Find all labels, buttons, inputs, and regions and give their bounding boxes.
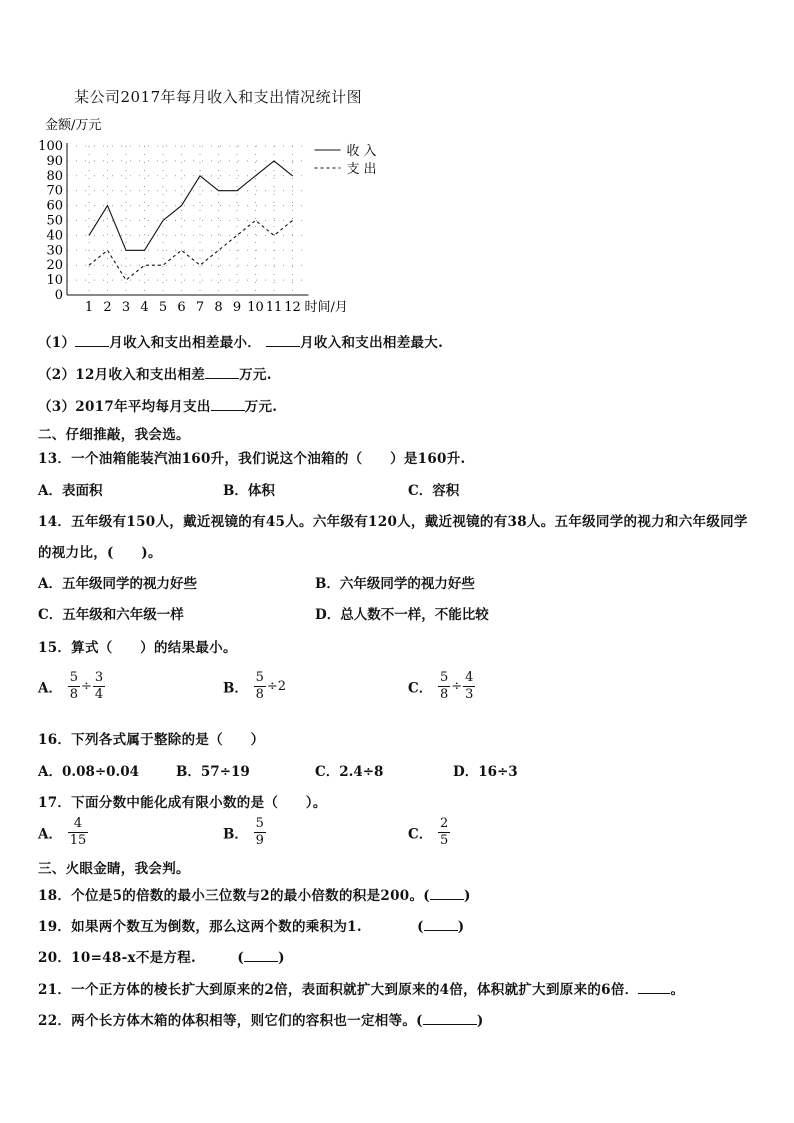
denominator: 5 (439, 833, 449, 848)
x-tick-label: 6 (177, 300, 186, 315)
question-15-stem: 15．算式（ ）的结果最小。 (38, 640, 237, 656)
numerator: 5 (255, 816, 264, 831)
sub3-part2: 万元. (244, 399, 278, 415)
question-21-text: 21．一个正方体的棱长扩大到原来的2倍，表面积就扩大到原来的4倍，体积就扩大到原来的6倍． (38, 982, 639, 998)
question-20-text: 20．10=48-x不是方程. ( (38, 950, 245, 966)
operator: ÷ (80, 679, 92, 694)
q17-option-a[interactable] (38, 816, 89, 849)
y-tick-label: 80 (46, 168, 63, 184)
option-letter: A． (38, 680, 62, 697)
x-tick-label: 3 (121, 300, 131, 315)
question-20-end: ) (278, 950, 285, 966)
question-22-end: ) (476, 1013, 484, 1029)
question-21 (38, 978, 684, 998)
numerator: 3 (94, 670, 104, 685)
question-19-text: 19．如果两个数互为倒数，那么这两个数的乘积为1. ( (38, 919, 424, 935)
x-tick-label: 2 (103, 300, 112, 315)
line-chart (30, 110, 390, 320)
x-tick-label: 12 (284, 300, 301, 315)
denominator: 8 (255, 687, 264, 702)
answer-blank (423, 1012, 477, 1025)
y-axis-label: 金额/万元 (45, 118, 102, 133)
q14-option-b[interactable]: B．六年级同学的视力好些 (315, 576, 475, 592)
sub3-part1: （3）2017年平均每月支出 (38, 399, 211, 415)
y-tick-label: 60 (46, 198, 63, 214)
answer-blank (211, 398, 245, 411)
sub2-part1: （2）12月收入和支出相差 (38, 367, 206, 383)
numerator: 5 (439, 670, 449, 685)
x-axis-label: 时间/月 (304, 300, 348, 315)
series-line-1 (89, 161, 293, 250)
q15-option-c[interactable] (408, 670, 476, 703)
operator: ÷2 (266, 679, 287, 694)
numerator: 5 (255, 670, 264, 685)
y-tick-label: 70 (46, 183, 63, 199)
q17-option-b[interactable] (223, 816, 267, 849)
numerator: 4 (68, 816, 89, 833)
x-tick-label: 4 (140, 300, 149, 315)
denominator: 3 (465, 687, 474, 702)
y-tick-label: 10 (46, 273, 63, 289)
question-18 (38, 884, 471, 904)
question-22 (38, 1009, 484, 1029)
sub1-part3: 月收入和支出相差最大. (300, 335, 444, 351)
fraction (463, 670, 475, 703)
answer-blank (430, 887, 464, 900)
numerator: 5 (69, 670, 78, 685)
x-tick-label: 1 (84, 300, 94, 315)
sub2-part2: 万元. (239, 367, 272, 383)
chart-title: 某公司2017年每月收入和支出情况统计图 (74, 88, 363, 106)
series-line-2 (89, 221, 293, 281)
fraction (254, 816, 266, 849)
section-heading-2: 二、仔细推敲，我会选。 (38, 427, 190, 443)
fraction (254, 670, 266, 703)
q13-option-c[interactable]: C．容积 (408, 483, 460, 499)
y-tick-label: 0 (54, 288, 63, 303)
q13-option-a[interactable]: A．表面积 (38, 483, 103, 499)
fraction (68, 816, 89, 849)
q16-option-b[interactable]: B．57÷19 (176, 764, 250, 780)
fraction (93, 670, 105, 703)
y-tick-label: 100 (38, 139, 63, 154)
option-letter: C． (408, 826, 433, 843)
question-sub1 (38, 331, 443, 351)
question-18-end: ) (463, 888, 471, 904)
answer-blank (75, 334, 109, 347)
q13-option-b[interactable]: B．体积 (223, 483, 275, 499)
denominator: 8 (439, 687, 449, 702)
question-14-stem-line1: 14．五年级有150人，戴近视镜的有45人。六年级有120人，戴近视镜的有38人。五年级同学的视力和六年级同学 (38, 514, 748, 530)
fraction (438, 816, 450, 849)
denominator: 4 (94, 687, 104, 702)
sub1-part1: （1） (38, 335, 76, 351)
q17-option-c[interactable] (408, 816, 451, 849)
q16-option-d[interactable]: D．16÷3 (453, 764, 518, 780)
x-tick-label: 10 (247, 300, 264, 315)
question-17-stem: 17．下面分数中能化成有限小数的是（ ）。 (38, 795, 327, 811)
question-21-end: 。 (670, 982, 685, 998)
q14-option-c[interactable]: C．五年级和六年级一样 (38, 607, 184, 623)
legend-label-1: 收入 (346, 144, 381, 159)
question-18-text: 18．个位是5的倍数的最小三位数与2的最小倍数的积是200。( (38, 888, 430, 904)
section-heading-3: 三、火眼金睛，我会判。 (38, 861, 190, 877)
question-22-text: 22．两个长方体木箱的体积相等，则它们的容积也一定相等。( (38, 1013, 423, 1029)
numerator: 4 (465, 670, 474, 685)
q16-option-a[interactable]: A．0.08÷0.04 (38, 764, 140, 780)
question-19 (38, 915, 464, 935)
denominator: 8 (69, 687, 78, 702)
answer-blank (244, 949, 278, 962)
legend-label-2: 支出 (346, 162, 381, 177)
answer-blank (266, 334, 300, 347)
operator: ÷ (451, 679, 463, 694)
y-tick-label: 40 (46, 228, 63, 244)
question-13-stem: 13．一个油箱能装汽油160升，我们说这个油箱的（ ）是160升. (38, 451, 466, 467)
question-19-end: ) (457, 919, 465, 935)
y-tick-label: 30 (46, 243, 63, 259)
question-16-stem: 16．下列各式属于整除的是（ ） (38, 732, 265, 748)
sub1-part2: 月收入和支出相差最小． (109, 335, 262, 351)
y-tick-label: 20 (46, 258, 63, 274)
answer-blank (638, 981, 670, 994)
denominator: 15 (69, 833, 87, 848)
x-tick-label: 5 (158, 300, 168, 315)
option-letter: A． (38, 826, 62, 843)
x-tick-label: 11 (265, 300, 283, 315)
question-sub2 (38, 363, 272, 383)
option-letter: B． (223, 680, 248, 697)
q16-option-c[interactable]: C．2.4÷8 (315, 764, 384, 780)
fraction (68, 670, 80, 703)
option-letter: B． (223, 826, 248, 843)
y-tick-label: 90 (46, 153, 63, 169)
question-sub3 (38, 395, 277, 415)
question-20 (38, 946, 285, 966)
fraction (438, 670, 450, 703)
q14-option-a[interactable]: A．五年级同学的视力好些 (38, 576, 197, 592)
y-tick-label: 50 (46, 213, 63, 229)
q14-option-d[interactable]: D．总人数不一样，不能比较 (315, 607, 489, 623)
q15-option-b[interactable] (223, 670, 286, 703)
question-14-stem-line2: 的视力比，( )。 (38, 545, 162, 561)
numerator: 2 (439, 816, 449, 831)
denominator: 9 (255, 833, 264, 848)
answer-blank (424, 918, 458, 931)
x-tick-label: 8 (214, 300, 223, 315)
q15-option-a[interactable] (38, 670, 106, 703)
option-letter: C． (408, 680, 433, 697)
x-tick-label: 9 (232, 300, 242, 315)
x-tick-label: 7 (195, 300, 205, 315)
answer-blank (205, 366, 239, 379)
